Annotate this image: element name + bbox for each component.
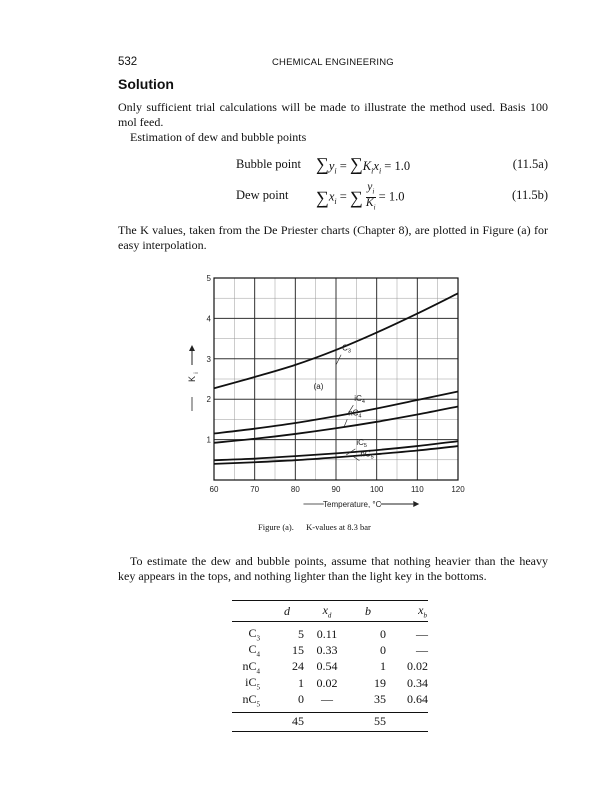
table-totals-row (232, 713, 428, 731)
figure-caption (258, 522, 371, 532)
cell-xd: 0.33 (316, 643, 338, 658)
distribution-table (232, 600, 428, 732)
equation-dew-point (236, 182, 548, 212)
y-tick-label: 3 (206, 354, 211, 364)
cell-d: 0 (298, 692, 304, 707)
cell-b: 35 (374, 692, 386, 707)
cell-xd: 0.54 (316, 659, 338, 674)
y-axis-arrow-head (189, 345, 195, 351)
cell-xb: 0.64 (407, 692, 428, 707)
cell-xb: 0.02 (407, 659, 428, 674)
series-label-nC5: $nC_5$ (360, 449, 374, 461)
cell-xb: — (416, 643, 428, 658)
y-tick-label: 1 (206, 435, 211, 445)
component-cell: $iC_5$ (245, 675, 260, 692)
y-tick-label: 2 (206, 395, 211, 405)
running-title: CHEMICAL ENGINEERING (272, 57, 394, 68)
col-header-xd: $x_d$ (322, 602, 332, 620)
series-label-nC4: $nC_4$ (348, 408, 362, 420)
col-header-xb: $x_b$ (418, 602, 427, 620)
table-row (232, 659, 428, 675)
y-axis-label-subscript: i (194, 372, 200, 374)
paragraph-estimation: Estimation of dew and bubble points (130, 130, 307, 144)
table-row (232, 626, 428, 642)
series-label-iC4: $iC_4$ (354, 394, 365, 406)
x-tick-label: 60 (209, 485, 219, 494)
equation-number: (11.5a) (512, 157, 548, 171)
cell-b: 0 (380, 626, 386, 641)
x-tick-label: 90 (331, 485, 341, 494)
equation-bubble-point (236, 154, 548, 176)
cell-b: 19 (374, 675, 386, 690)
equation-body: $\sum y_i = \sum K_ix_i = 1.0$ (316, 154, 411, 176)
cell-xd: — (321, 692, 333, 707)
x-tick-label: 80 (290, 485, 300, 494)
panel-label: (a) (313, 382, 324, 392)
series-leader-C3 (336, 355, 341, 365)
table-header-row (232, 601, 428, 621)
x-tick-label: 120 (451, 485, 465, 494)
component-cell: $nC_5$ (242, 691, 260, 708)
table-row (232, 675, 428, 691)
equation-number: (11.5b) (512, 188, 548, 202)
x-tick-label: 100 (369, 485, 384, 494)
cell-d: 24 (292, 659, 304, 674)
cell-xd: 0.11 (316, 626, 338, 641)
series-label-iC5: $iC_5$ (356, 437, 367, 449)
col-header-b: b (365, 603, 371, 618)
x-tick-label: 110 (410, 485, 424, 494)
cell-d: 15 (292, 643, 304, 658)
y-tick-label: 5 (206, 274, 211, 283)
col-header-d: d (284, 603, 290, 618)
component-cell: $C_3$ (248, 626, 260, 643)
figure-caption-text: K-values at 8.3 bar (306, 522, 371, 532)
series-label-C3: $C_3$ (342, 343, 351, 355)
paragraph-dew-bubble-assumption: To estimate the dew and bubble points, assume that nothing heavier than the heavy key appears in the tops, and nothing lighter than the light key in the bottoms. (118, 554, 548, 583)
page-number: 532 (118, 56, 138, 68)
section-heading: Solution (118, 76, 174, 92)
component-cell: $nC_4$ (242, 658, 260, 676)
table-row (232, 692, 428, 708)
total-d: 45 (292, 714, 304, 729)
equation-label: Bubble point (236, 157, 301, 171)
equation-label: Dew point (236, 188, 289, 202)
cell-b: 0 (380, 643, 386, 658)
component-cell: $C_4$ (248, 642, 260, 659)
cell-b: 1 (380, 659, 386, 674)
cell-xb: 0.34 (407, 675, 428, 690)
figure-caption-label: Figure (a). (258, 522, 294, 532)
x-axis-arrow-head (413, 501, 419, 507)
cell-d: 5 (298, 626, 304, 641)
x-tick-label: 70 (250, 485, 260, 494)
cell-d: 1 (298, 675, 304, 690)
x-axis-label: Temperature, °C (323, 500, 382, 509)
paragraph-trial-calculations: Only sufficient trial calculations will be made to illustrate the method used. Basis 100 mol feed. (118, 100, 548, 129)
equation-body: $\sum x_i$ = ∑ $\frac{y_i}{K_i}$ = 1.0 (316, 181, 405, 212)
series-leader-nC4 (344, 419, 347, 426)
k-values-chart (170, 268, 480, 513)
y-tick-label: 4 (206, 314, 211, 324)
cell-xb: — (416, 626, 428, 641)
table-row (232, 642, 428, 658)
cell-xd: 0.02 (316, 675, 338, 690)
total-b: 55 (374, 714, 386, 729)
paragraph-k-values: The K values, taken from the De Priester charts (Chapter 8), are plotted in Figure (a) for easy interpolation. (118, 223, 548, 252)
y-axis-label: K (187, 375, 197, 383)
